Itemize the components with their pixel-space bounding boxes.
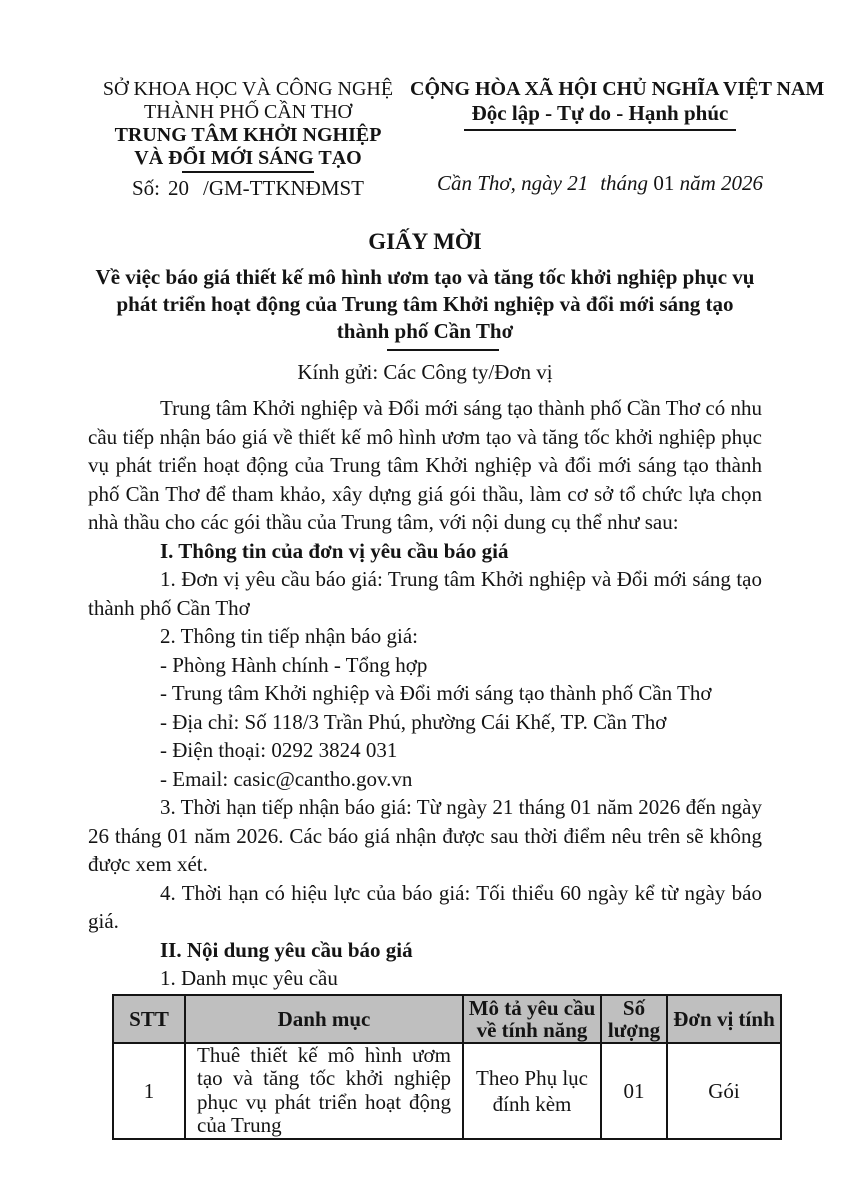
date-mid: tháng (600, 171, 649, 195)
cell-danh-muc: Thuê thiết kế mô hình ươm tạo và tăng tốc khởi nghiệp phục vụ phát triển hoạt động của Trung (185, 1043, 463, 1139)
subject-line-1: Về việc báo giá thiết kế mô hình ươm tạo và tăng tốc khởi nghiệp phục vụ (95, 265, 755, 289)
cell-don-vi-tinh: Gói (667, 1043, 781, 1139)
table-header-row (113, 995, 781, 1043)
document-number-suffix: /GM-TTKNĐMST (203, 176, 364, 200)
document-number-label: Số: (131, 176, 160, 200)
national-header-block (410, 78, 825, 196)
item-4-validity: 4. Thời hạn có hiệu lực của báo giá: Tối thiểu 60 ngày kể từ ngày báo giá. (88, 880, 762, 933)
subject-line-3: thành phố Cần Thơ (336, 319, 514, 343)
cell-stt: 1 (113, 1043, 185, 1139)
bullet-email: - Email: casic@cantho.gov.vn (160, 766, 413, 791)
col-header-so-luong: Số lượng (601, 995, 667, 1043)
date-month: 01 (653, 171, 675, 195)
item-3-deadline: 3. Thời hạn tiếp nhận báo giá: Từ ngày 21 tháng 01 năm 2026 đến ngày 26 tháng 01 năm 2026. Các báo giá nhận được sau thời điểm nêu trên sẽ không được xem xét. (88, 795, 762, 876)
item-2-receiving-info: 2. Thông tin tiếp nhận báo giá: (160, 624, 418, 648)
document-number-value: 20 (168, 176, 189, 200)
salutation: Kính gửi: Các Công ty/Đơn vị (297, 360, 553, 384)
bullet-address: - Địa chỉ: Số 118/3 Trần Phú, phường Cái Khế, TP. Cần Thơ (160, 709, 667, 734)
intro-paragraph: Trung tâm Khởi nghiệp và Đổi mới sáng tạo thành phố Cần Thơ có nhu cầu tiếp nhận báo giá về thiết kế mô hình ươm tạo và tăng tốc khởi nghiệp phục vụ phát triển hoạt động của Trung tâm Khởi nghiệp và đổi mới sáng tạo thành phố Cần Thơ để tham khảo, xây dựng giá gói thầu, làm cơ sở tổ chức lựa chọn nhà thầu cho các gói thầu của Trung tâm, với nội dung cụ thể như sau: (88, 396, 762, 534)
list-heading: 1. Danh mục yêu cầu (160, 966, 338, 990)
document-number (86, 175, 410, 201)
date-suffix: năm 2026 (679, 171, 763, 195)
document-header (88, 78, 825, 204)
bullet-phone: - Điện thoại: 0292 3824 031 (160, 738, 398, 762)
org-name-line2: VÀ ĐỔI MỚI SÁNG TẠO (134, 147, 362, 169)
col-header-danh-muc: Danh mục (185, 995, 463, 1043)
item-1-requesting-unit: 1. Đơn vị yêu cầu báo giá: Trung tâm Khởi nghiệp và Đổi mới sáng tạo thành phố Cần Thơ (88, 567, 762, 620)
issuing-agency-block (86, 78, 410, 201)
parent-agency-line2: THÀNH PHỐ CẦN THƠ (144, 101, 352, 123)
col-header-mo-ta: Mô tả yêu cầu về tính năng (463, 995, 601, 1043)
table-row (113, 1043, 781, 1139)
bullet-center: - Trung tâm Khởi nghiệp và Đổi mới sáng tạo thành phố Cần Thơ (160, 681, 712, 705)
national-motto-line2-wrap (410, 101, 790, 131)
parent-agency-line1: SỞ KHOA HỌC VÀ CÔNG NGHỆ (102, 78, 394, 100)
subject-line-2: phát triển hoạt động của Trung tâm Khởi nghiệp và đổi mới sáng tạo (116, 292, 734, 316)
bullet-office: - Phòng Hành chính - Tổng hợp (160, 652, 428, 677)
section-1-heading: I. Thông tin của đơn vị yêu cầu báo giá (160, 538, 509, 563)
cell-mo-ta: Theo Phụ lục đính kèm (463, 1043, 601, 1139)
national-motto-line1: CỘNG HÒA XÃ HỘI CHỦ NGHĨA VIỆT NAM (410, 78, 825, 100)
national-motto-line2: Độc lập - Tự do - Hạnh phúc (464, 101, 737, 131)
col-header-don-vi-tinh: Đơn vị tính (667, 995, 781, 1043)
col-header-stt: STT (113, 995, 185, 1043)
section-2-heading: II. Nội dung yêu cầu báo giá (160, 937, 413, 962)
document-subject (88, 264, 762, 345)
org-name-divider (182, 171, 314, 173)
date-prefix: Cần Thơ, ngày 21 (437, 171, 589, 195)
quotation-items-table (112, 994, 782, 1140)
document-title: GIẤY MỜI (368, 229, 482, 254)
document-body (88, 394, 762, 993)
cell-so-luong: 01 (601, 1043, 667, 1139)
place-and-date (410, 171, 790, 196)
org-name-line1: TRUNG TÂM KHỞI NGHIỆP (114, 124, 382, 146)
subject-divider (387, 349, 499, 351)
